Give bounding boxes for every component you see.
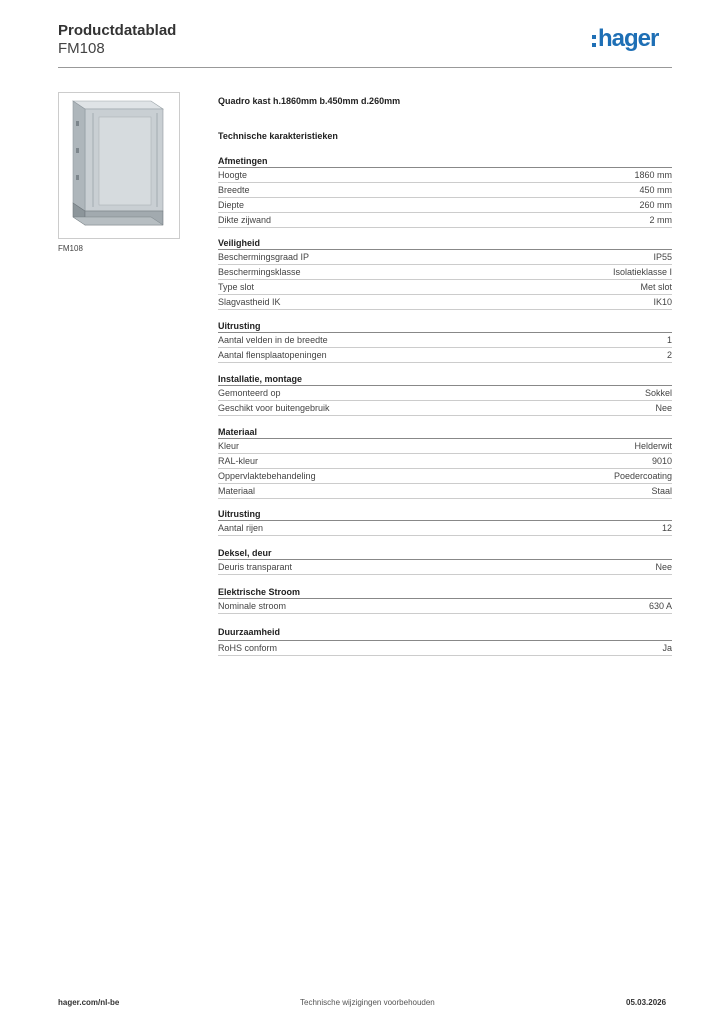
spec-value: IP55 (653, 252, 672, 262)
spec-value: Isolatieklasse I (612, 267, 672, 277)
group-title: Deksel, deur (218, 547, 672, 560)
spec-row (218, 168, 672, 183)
spec-label: Materiaal (218, 486, 256, 496)
spec-value: 1 (666, 335, 672, 345)
group-title: Uitrusting (218, 320, 672, 333)
spec-value: Staal (651, 486, 672, 496)
spec-label: Nominale stroom (218, 601, 287, 611)
spec-label: Beschermingsklasse (218, 267, 301, 277)
spec-value: 12 (661, 523, 672, 533)
spec-value: 630 A (648, 601, 672, 611)
spec-group-uitrusting-rijen (218, 508, 672, 536)
logo-dots-icon (592, 35, 596, 51)
footer-website-link[interactable]: hager.com/nl-be (58, 998, 120, 1007)
group-title: Afmetingen (218, 155, 672, 168)
image-caption: FM108 (58, 244, 83, 253)
product-title: Quadro kast h.1860mm b.450mm d.260mm (218, 96, 401, 106)
spec-value: 260 mm (639, 200, 672, 210)
spec-group-elektrische-stroom (218, 586, 672, 614)
spec-group-uitrusting (218, 320, 672, 363)
spec-value: 2 (666, 350, 672, 360)
logo-text: hager (598, 25, 659, 52)
footer-date: 05.03.2026 (626, 998, 667, 1007)
footer-disclaimer: Technische wijzigingen voorbehouden (300, 998, 435, 1007)
spec-value: 2 mm (649, 215, 672, 225)
group-title: Materiaal (218, 426, 672, 439)
spec-label: Kleur (218, 441, 240, 451)
technical-heading: Technische karakteristieken (218, 131, 338, 141)
spec-label: RoHS conform (218, 643, 278, 653)
header-divider (58, 67, 672, 68)
group-title: Installatie, montage (218, 373, 672, 386)
spec-value: 9010 (651, 456, 672, 466)
spec-row (218, 250, 672, 265)
spec-row (218, 454, 672, 469)
spec-row (218, 641, 672, 656)
spec-label: Type slot (218, 282, 255, 292)
spec-group-installatie (218, 373, 672, 416)
spec-group-veiligheid (218, 237, 672, 310)
spec-group-deksel-deur (218, 547, 672, 575)
spec-value: Sokkel (644, 388, 672, 398)
product-code: FM108 (58, 40, 105, 57)
spec-row (218, 439, 672, 454)
spec-label: Aantal flensplaatopeningen (218, 350, 327, 360)
page-title: Productdatablad (58, 22, 177, 39)
cabinet-illustration-icon (59, 93, 179, 238)
group-title: Uitrusting (218, 508, 672, 521)
spec-label: RAL-kleur (218, 456, 259, 466)
spec-label: Geschikt voor buitengebruik (218, 403, 330, 413)
spec-label: Breedte (218, 185, 250, 195)
spec-row (218, 333, 672, 348)
spec-label: Slagvastheid IK (218, 297, 281, 307)
spec-group-afmetingen (218, 155, 672, 228)
spec-label: Beschermingsgraad IP (218, 252, 310, 262)
spec-label: Gemonteerd op (218, 388, 281, 398)
spec-row (218, 469, 672, 484)
spec-row (218, 295, 672, 310)
spec-label: Diepte (218, 200, 245, 210)
spec-value: 450 mm (639, 185, 672, 195)
spec-value: Poedercoating (613, 471, 672, 481)
spec-row (218, 280, 672, 295)
spec-value: Nee (655, 403, 672, 413)
spec-value: Ja (662, 643, 672, 653)
spec-row (218, 386, 672, 401)
spec-label: Aantal velden in de breedte (218, 335, 328, 345)
spec-row (218, 484, 672, 499)
spec-row (218, 560, 672, 575)
spec-value: Met slot (640, 282, 672, 292)
product-image (58, 92, 180, 239)
spec-label: Oppervlaktebehandeling (218, 471, 316, 481)
spec-label: Dikte zijwand (218, 215, 272, 225)
spec-value: Nee (655, 562, 672, 572)
spec-row (218, 213, 672, 228)
spec-row (218, 401, 672, 416)
spec-row (218, 183, 672, 198)
spec-row (218, 599, 672, 614)
spec-row (218, 348, 672, 363)
spec-label: Deuris transparant (218, 562, 293, 572)
group-title: Elektrische Stroom (218, 586, 672, 599)
group-title: Duurzaamheid (218, 626, 672, 641)
spec-label: Aantal rijen (218, 523, 264, 533)
spec-group-duurzaamheid (218, 626, 672, 656)
spec-label: Hoogte (218, 170, 248, 180)
spec-group-materiaal (218, 426, 672, 499)
spec-value: IK10 (653, 297, 672, 307)
spec-row (218, 198, 672, 213)
spec-value: 1860 mm (634, 170, 672, 180)
spec-value: Helderwit (634, 441, 672, 451)
spec-row (218, 265, 672, 280)
spec-row (218, 521, 672, 536)
group-title: Veiligheid (218, 237, 672, 250)
